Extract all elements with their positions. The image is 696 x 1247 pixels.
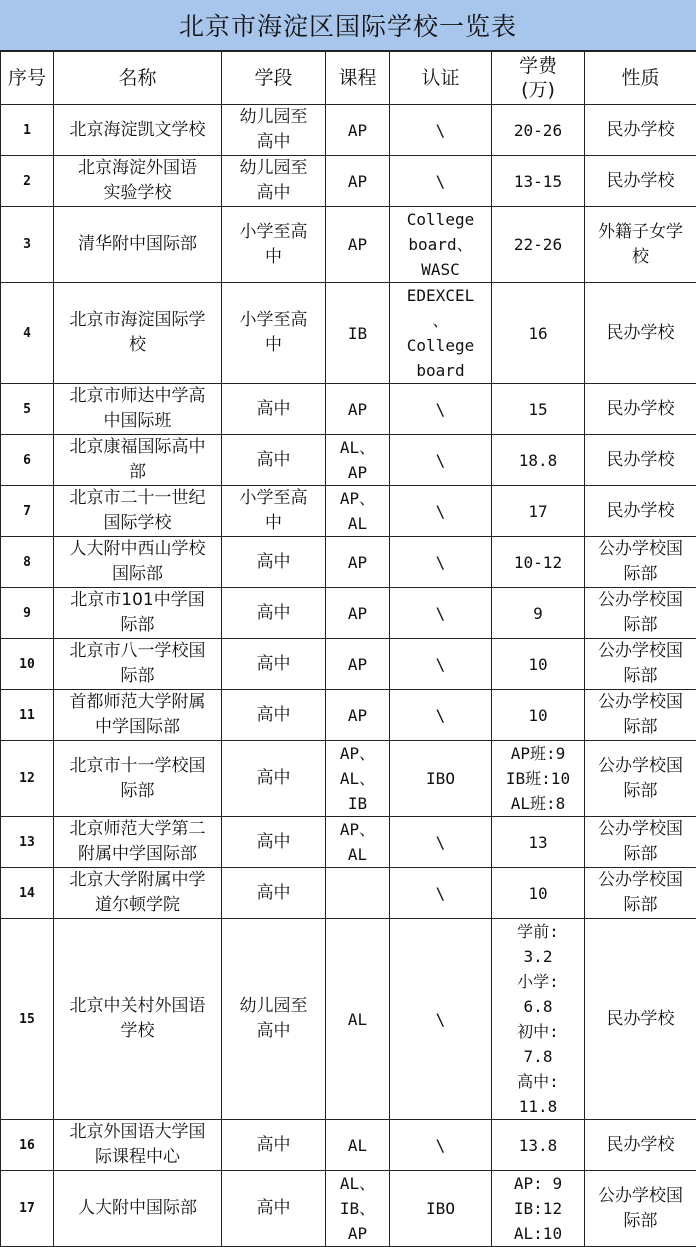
table-row xyxy=(1,639,696,690)
school-name: 北京市二十一世纪 国际学校 xyxy=(54,486,222,537)
row-index: 16 xyxy=(1,1120,54,1171)
school-stage: 高中 xyxy=(222,435,326,486)
school-name: 北京海淀外国语 实验学校 xyxy=(54,156,222,207)
accreditation: \ xyxy=(390,156,492,207)
school-stage: 高中 xyxy=(222,1120,326,1171)
table-row xyxy=(1,817,696,868)
tuition: 10-12 xyxy=(492,537,585,588)
curriculum: AL xyxy=(326,1120,390,1171)
school-type: 民办学校 xyxy=(585,919,696,1120)
school-stage: 高中 xyxy=(222,690,326,741)
accreditation: \ xyxy=(390,588,492,639)
tuition: 15 xyxy=(492,384,585,435)
accreditation: EDEXCEL 、 College board xyxy=(390,283,492,384)
school-type: 民办学校 xyxy=(585,156,696,207)
school-type: 公办学校国 际部 xyxy=(585,741,696,817)
school-type: 民办学校 xyxy=(585,283,696,384)
accreditation: \ xyxy=(390,537,492,588)
tuition: AP: 9 IB:12 AL:10 xyxy=(492,1171,585,1247)
table-title: 北京市海淀区国际学校一览表 xyxy=(0,0,696,51)
row-index: 10 xyxy=(1,639,54,690)
header-row xyxy=(1,52,696,105)
header-type: 性质 xyxy=(585,52,696,105)
tuition: 学前: 3.2 小学: 6.8 初中: 7.8 高中: 11.8 xyxy=(492,919,585,1120)
tuition: 13 xyxy=(492,817,585,868)
curriculum: AL、 IB、 AP xyxy=(326,1171,390,1247)
table-row xyxy=(1,283,696,384)
school-stage: 高中 xyxy=(222,537,326,588)
tuition: 10 xyxy=(492,868,585,919)
header-name: 名称 xyxy=(54,52,222,105)
school-stage: 高中 xyxy=(222,868,326,919)
row-index: 12 xyxy=(1,741,54,817)
school-type: 公办学校国 际部 xyxy=(585,690,696,741)
curriculum: AP、 AL xyxy=(326,817,390,868)
row-index: 1 xyxy=(1,105,54,156)
curriculum: AP xyxy=(326,690,390,741)
school-stage: 幼儿园至 高中 xyxy=(222,156,326,207)
tuition: 9 xyxy=(492,588,585,639)
curriculum: AL xyxy=(326,919,390,1120)
table-row xyxy=(1,384,696,435)
school-name: 人大附中国际部 xyxy=(54,1171,222,1247)
header-tuition: 学费 (万) xyxy=(492,52,585,105)
row-index: 14 xyxy=(1,868,54,919)
row-index: 2 xyxy=(1,156,54,207)
row-index: 13 xyxy=(1,817,54,868)
header-index: 序号 xyxy=(1,52,54,105)
school-type: 公办学校国 际部 xyxy=(585,868,696,919)
school-name: 北京中关村外国语 学校 xyxy=(54,919,222,1120)
accreditation: \ xyxy=(390,919,492,1120)
school-stage: 高中 xyxy=(222,639,326,690)
tuition: 18.8 xyxy=(492,435,585,486)
tuition: 10 xyxy=(492,690,585,741)
school-name: 北京市101中学国 际部 xyxy=(54,588,222,639)
row-index: 6 xyxy=(1,435,54,486)
tuition: 16 xyxy=(492,283,585,384)
school-name: 清华附中国际部 xyxy=(54,207,222,283)
curriculum: AP xyxy=(326,537,390,588)
school-stage: 高中 xyxy=(222,741,326,817)
table-row xyxy=(1,207,696,283)
curriculum: AP xyxy=(326,639,390,690)
table-row xyxy=(1,156,696,207)
row-index: 11 xyxy=(1,690,54,741)
row-index: 8 xyxy=(1,537,54,588)
tuition: 17 xyxy=(492,486,585,537)
school-stage: 高中 xyxy=(222,384,326,435)
accreditation: \ xyxy=(390,486,492,537)
school-type: 民办学校 xyxy=(585,105,696,156)
school-type: 公办学校国 际部 xyxy=(585,1171,696,1247)
school-name: 北京海淀凯文学校 xyxy=(54,105,222,156)
school-name: 北京师范大学第二 附属中学国际部 xyxy=(54,817,222,868)
accreditation: IBO xyxy=(390,741,492,817)
curriculum: AP xyxy=(326,105,390,156)
school-name: 北京市十一学校国 际部 xyxy=(54,741,222,817)
curriculum xyxy=(326,868,390,919)
row-index: 15 xyxy=(1,919,54,1120)
curriculum: AP、 AL、 IB xyxy=(326,741,390,817)
tuition: 22-26 xyxy=(492,207,585,283)
school-type: 民办学校 xyxy=(585,435,696,486)
table-row xyxy=(1,435,696,486)
header-stage: 学段 xyxy=(222,52,326,105)
school-type: 公办学校国 际部 xyxy=(585,639,696,690)
row-index: 3 xyxy=(1,207,54,283)
curriculum: IB xyxy=(326,283,390,384)
school-type: 民办学校 xyxy=(585,384,696,435)
school-name: 人大附中西山学校 国际部 xyxy=(54,537,222,588)
school-type: 民办学校 xyxy=(585,486,696,537)
table-row xyxy=(1,741,696,817)
table-row xyxy=(1,868,696,919)
row-index: 9 xyxy=(1,588,54,639)
school-name: 北京市师达中学高 中国际班 xyxy=(54,384,222,435)
table-row xyxy=(1,105,696,156)
curriculum: AP xyxy=(326,156,390,207)
tuition: AP班:9 IB班:10 AL班:8 xyxy=(492,741,585,817)
school-name: 北京大学附属中学 道尔顿学院 xyxy=(54,868,222,919)
table-row xyxy=(1,1120,696,1171)
accreditation: IBO xyxy=(390,1171,492,1247)
school-stage: 幼儿园至 高中 xyxy=(222,919,326,1120)
school-name: 北京康福国际高中 部 xyxy=(54,435,222,486)
tuition: 10 xyxy=(492,639,585,690)
schools-table xyxy=(0,51,696,1247)
row-index: 7 xyxy=(1,486,54,537)
table-row xyxy=(1,588,696,639)
school-name: 首都师范大学附属 中学国际部 xyxy=(54,690,222,741)
school-type: 公办学校国 际部 xyxy=(585,588,696,639)
accreditation: \ xyxy=(390,868,492,919)
table-row xyxy=(1,1171,696,1247)
school-type: 外籍子女学 校 xyxy=(585,207,696,283)
curriculum: AP、 AL xyxy=(326,486,390,537)
school-name: 北京外国语大学国 际课程中心 xyxy=(54,1120,222,1171)
accreditation: \ xyxy=(390,435,492,486)
school-stage: 幼儿园至 高中 xyxy=(222,105,326,156)
header-accreditation: 认证 xyxy=(390,52,492,105)
school-stage: 高中 xyxy=(222,588,326,639)
school-stage: 小学至高 中 xyxy=(222,207,326,283)
school-type: 民办学校 xyxy=(585,1120,696,1171)
table-row xyxy=(1,486,696,537)
table-row xyxy=(1,537,696,588)
accreditation: \ xyxy=(390,105,492,156)
accreditation: \ xyxy=(390,817,492,868)
school-stage: 小学至高 中 xyxy=(222,283,326,384)
school-type: 公办学校国 际部 xyxy=(585,537,696,588)
accreditation: \ xyxy=(390,690,492,741)
header-curriculum: 课程 xyxy=(326,52,390,105)
curriculum: AL、 AP xyxy=(326,435,390,486)
table-row xyxy=(1,690,696,741)
curriculum: AP xyxy=(326,384,390,435)
accreditation: \ xyxy=(390,384,492,435)
table-row xyxy=(1,919,696,1120)
school-stage: 小学至高 中 xyxy=(222,486,326,537)
accreditation: \ xyxy=(390,639,492,690)
tuition: 20-26 xyxy=(492,105,585,156)
tuition: 13-15 xyxy=(492,156,585,207)
school-stage: 高中 xyxy=(222,817,326,868)
school-stage: 高中 xyxy=(222,1171,326,1247)
accreditation: College board、 WASC xyxy=(390,207,492,283)
curriculum: AP xyxy=(326,207,390,283)
tuition: 13.8 xyxy=(492,1120,585,1171)
row-index: 4 xyxy=(1,283,54,384)
row-index: 17 xyxy=(1,1171,54,1247)
row-index: 5 xyxy=(1,384,54,435)
school-type: 公办学校国 际部 xyxy=(585,817,696,868)
curriculum: AP xyxy=(326,588,390,639)
school-name: 北京市海淀国际学 校 xyxy=(54,283,222,384)
school-name: 北京市八一学校国 际部 xyxy=(54,639,222,690)
accreditation: \ xyxy=(390,1120,492,1171)
